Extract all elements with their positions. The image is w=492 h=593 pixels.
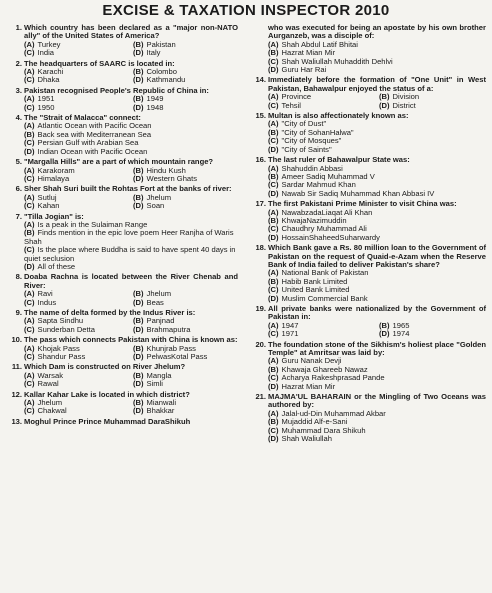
option-text: Turkey: [37, 39, 61, 49]
option-text: Shandur Pass: [37, 352, 86, 362]
answer-option: [133, 353, 238, 361]
options-list: [268, 209, 486, 243]
options-list: [268, 41, 486, 75]
options-list: [24, 221, 238, 271]
question-text: The name of delta formed by the Indus River is:: [24, 308, 196, 317]
option-label: (B): [133, 343, 144, 353]
options-list: [24, 41, 238, 58]
options-list: [24, 122, 238, 156]
options-list: [24, 194, 238, 211]
option-label: (C): [24, 201, 35, 211]
options-list: [268, 410, 486, 444]
question-number: 20.: [255, 339, 266, 349]
option-label: (C): [268, 100, 279, 110]
option-text: Persian Gulf with Arabian Sea: [37, 138, 139, 148]
option-label: (B): [268, 276, 279, 286]
option-text: Chakwal: [37, 406, 67, 416]
left-column: [6, 24, 238, 428]
option-label: (C): [24, 297, 35, 307]
answer-option: [268, 234, 486, 242]
question-item: [250, 200, 486, 242]
option-label: (B): [379, 320, 390, 330]
option-text: Indus: [37, 297, 57, 307]
option-text: Guru Nanak Devji: [281, 356, 342, 366]
option-label: (B): [24, 228, 35, 238]
option-label: (A): [24, 370, 35, 380]
option-text: 1949: [146, 94, 164, 104]
question-number: 12.: [11, 389, 22, 399]
option-label: (D): [133, 406, 144, 416]
answer-option: [268, 102, 375, 110]
question-text: The pass which connects Pakistan with China is known as:: [24, 335, 238, 345]
option-text: PelwasKotal Pass: [146, 352, 208, 362]
question-item: [6, 391, 238, 416]
option-label: (A): [268, 39, 279, 49]
answer-option: [24, 299, 129, 307]
option-text: Mujaddid Alf-e-Sani: [281, 417, 348, 427]
question-item: [6, 24, 238, 58]
option-label: (C): [24, 173, 35, 183]
option-label: (A): [268, 356, 279, 366]
options-list: [24, 372, 238, 389]
option-text: Kathmandu: [146, 75, 186, 85]
option-text: Back sea with Mediterranean Sea: [37, 129, 152, 139]
option-label: (A): [268, 119, 279, 129]
option-text: Rawal: [37, 379, 59, 389]
option-text: Sutluj: [37, 192, 57, 202]
answer-option: [24, 353, 129, 361]
answer-option: [268, 146, 486, 154]
option-text: Hazrat Mian Mir: [281, 381, 336, 391]
option-label: (A): [24, 94, 35, 104]
question-number: 5.: [15, 157, 22, 167]
answer-option: [379, 330, 486, 338]
question-number: 19.: [255, 304, 266, 313]
question-number: 15.: [255, 111, 266, 121]
option-text: Nawab Sir Sadiq Muhammad Khan Abbasi IV: [281, 188, 435, 198]
option-text: Brahmaputra: [146, 324, 191, 334]
option-text: Soan: [146, 201, 165, 211]
option-label: (A): [268, 163, 279, 173]
option-text: Sardar Mahmud Khan: [281, 180, 356, 190]
option-text: Simli: [146, 379, 163, 389]
option-label: (A): [24, 316, 35, 326]
answer-option: [24, 246, 238, 263]
option-text: Chaudhry Muhammad Ali: [281, 224, 367, 234]
question-text: The foundation stone of the Sikhism's holiest place "Golden Temple" at Amritsar was laid by:: [268, 339, 486, 358]
option-text: Mianwali: [146, 398, 177, 408]
option-label: (C): [24, 379, 35, 389]
option-label: (C): [24, 352, 35, 362]
option-label: (B): [268, 215, 279, 225]
question-text: Which Dam is constructed on River Jhelum?: [24, 362, 186, 372]
answer-option: [268, 295, 486, 303]
answer-option: [24, 148, 238, 156]
options-list: [24, 167, 238, 184]
option-text: Shah Abdul Latif Bhitai: [281, 39, 358, 49]
option-label: (B): [133, 370, 144, 380]
option-label: (C): [268, 136, 279, 146]
option-text: 1951: [37, 94, 55, 104]
option-text: HossainShaheedSuharwardy: [281, 232, 380, 242]
option-text: Province: [281, 92, 312, 102]
option-text: Panjnad: [146, 316, 175, 326]
answer-option: [268, 383, 486, 391]
option-text: District: [392, 100, 416, 110]
option-text: Sunderban Detta: [37, 324, 95, 334]
question-item: [6, 114, 238, 156]
option-text: Habib Bank Limited: [281, 276, 348, 286]
option-label: (C): [24, 48, 35, 58]
option-text: Western Ghats: [146, 173, 198, 183]
question-text: Which Bank gave a Rs. 80 million loan to the Government of Pakistan on the request of Quaid-e-Azam when the Reserve Bank of India failed to deliver Pakistan's share?: [268, 243, 486, 269]
option-label: (A): [24, 289, 35, 299]
option-text: Karakoram: [37, 165, 75, 175]
option-label: (B): [133, 316, 144, 326]
answer-option: [24, 175, 129, 183]
question-number: 7.: [15, 211, 22, 221]
option-label: (D): [24, 146, 35, 156]
answer-option: [133, 326, 238, 334]
option-label: (B): [268, 364, 279, 374]
question-number: 1.: [15, 23, 22, 32]
question-text: Which country has been declared as a "major non-NATO ally" of the United States of America?: [24, 23, 238, 41]
option-label: (D): [133, 352, 144, 362]
question-item: [6, 185, 238, 210]
option-text: Jhelum: [146, 192, 172, 202]
option-label: (D): [268, 144, 279, 154]
option-text: Acharya Rakeshprasad Pande: [281, 373, 385, 383]
question-text: MAJMA'UL BAHARAIN or the Mingling of Two Oceans was authored by:: [268, 392, 486, 410]
option-label: (C): [268, 285, 279, 295]
question-number: 2.: [15, 58, 22, 68]
question-text: Multan is also affectionately known as:: [268, 111, 409, 121]
option-text: 1965: [392, 320, 410, 330]
option-label: (B): [133, 94, 144, 104]
answer-option: [133, 299, 238, 307]
question-item: [6, 87, 238, 112]
option-label: (D): [379, 100, 390, 110]
option-text: United Bank Limited: [281, 285, 350, 295]
answer-option: [133, 76, 238, 84]
answer-option: [268, 66, 486, 74]
option-text: 1948: [146, 102, 164, 112]
option-label: (D): [133, 201, 144, 211]
option-label: (B): [268, 171, 279, 181]
option-label: (D): [24, 261, 35, 271]
options-list: [24, 345, 238, 362]
option-label: (C): [24, 324, 35, 334]
question-number: 18.: [255, 243, 266, 253]
option-text: Bhakkar: [146, 406, 175, 416]
question-item: [250, 112, 486, 154]
option-text: "City of Mosques": [281, 136, 342, 146]
option-text: Dhaka: [37, 75, 60, 85]
answer-option: [133, 175, 238, 183]
question-item: [6, 336, 238, 361]
option-label: (B): [133, 67, 144, 77]
options-list: [24, 95, 238, 112]
option-label: (B): [268, 48, 279, 58]
option-label: (B): [133, 39, 144, 49]
option-label: (B): [133, 192, 144, 202]
option-label: (A): [24, 343, 35, 353]
option-label: (C): [24, 245, 35, 255]
option-text: NawabzadaLiaqat Ali Khan: [281, 207, 373, 217]
options-list: [24, 68, 238, 85]
option-label: (A): [268, 268, 279, 278]
option-text: Shah Waliullah: [281, 434, 332, 444]
option-text: Shah Waliullah Muhaddith Dehlvi: [281, 56, 393, 66]
option-text: Tehsil: [281, 100, 301, 110]
option-label: (C): [268, 329, 279, 339]
answer-option: [268, 330, 375, 338]
answer-option: [24, 104, 129, 112]
question-item: [6, 309, 238, 334]
option-label: (D): [133, 297, 144, 307]
question-number: 6.: [15, 184, 22, 194]
options-list: [268, 269, 486, 303]
options-list: [24, 290, 238, 307]
question-item: [6, 158, 238, 183]
option-text: India: [37, 48, 55, 58]
question-number: 8.: [15, 272, 22, 282]
option-text: KhwajaNazimuddin: [281, 215, 347, 225]
option-text: Jhelum: [146, 289, 172, 299]
option-text: 1971: [281, 329, 299, 339]
option-text: Italy: [146, 48, 161, 58]
option-text: Khawaja Ghareeb Nawaz: [281, 364, 368, 374]
question-item: [6, 60, 238, 85]
question-text: Pakistan recognised People's Republic of China in:: [24, 85, 209, 95]
option-label: (C): [24, 138, 35, 148]
option-label: (C): [268, 180, 279, 190]
option-text: Pakistan: [146, 39, 176, 49]
answer-option: [268, 190, 486, 198]
option-text: Muhammad Dara Shikuh: [281, 425, 366, 435]
option-label: (D): [133, 48, 144, 58]
option-text: Jhelum: [37, 398, 63, 408]
option-label: (B): [133, 165, 144, 175]
option-text: Mangla: [146, 370, 172, 380]
answer-option: [133, 380, 238, 388]
question-item: [250, 341, 486, 391]
option-text: Is a peak in the Sulaiman Range: [37, 219, 148, 229]
option-text: Beas: [146, 297, 164, 307]
option-label: (D): [379, 329, 390, 339]
question-number: 11.: [11, 362, 22, 372]
question-text: "Margalla Hills" are a part of which mountain range?: [24, 157, 214, 167]
option-label: (A): [268, 207, 279, 217]
option-text: Kahan: [37, 201, 60, 211]
option-text: Atlantic Ocean with Pacific Ocean: [37, 121, 152, 131]
options-list: [268, 165, 486, 199]
question-number: 10.: [11, 335, 22, 345]
question-number: 13.: [11, 416, 22, 426]
question-item: [250, 156, 486, 198]
question-number: 9.: [15, 308, 22, 317]
question-text: Doaba Rachna is located between the River Chenab and River:: [24, 272, 238, 290]
option-label: (A): [24, 219, 35, 229]
question-number: 21.: [255, 392, 266, 402]
option-text: Division: [392, 92, 420, 102]
options-list: [268, 120, 486, 154]
option-label: (D): [268, 188, 279, 198]
options-list: [24, 399, 238, 416]
option-text: Ravi: [37, 289, 53, 299]
option-label: (D): [133, 173, 144, 183]
option-text: Karachi: [37, 67, 64, 77]
option-text: "City of SohanHalwa": [281, 127, 354, 137]
option-text: Muslim Commercial Bank: [281, 293, 368, 303]
question-number: 3.: [15, 85, 22, 95]
right-column: [250, 24, 486, 446]
option-label: (C): [268, 56, 279, 66]
option-text: Warsak: [37, 370, 64, 380]
page-title: EXCISE & TAXATION INSPECTOR 2010: [102, 2, 390, 19]
question-item: [6, 418, 238, 426]
question-item: [6, 273, 238, 307]
option-text: National Bank of Pakistan: [281, 268, 369, 278]
option-text: Guru Har Rai: [281, 65, 327, 75]
question-text: Moghul Prince Prince Muhammad DaraShikuh: [24, 416, 191, 426]
option-text: Himalaya: [37, 173, 70, 183]
answer-option: [133, 49, 238, 57]
option-label: (B): [133, 289, 144, 299]
option-text: 1974: [392, 329, 410, 339]
answer-option: [24, 326, 129, 334]
options-list: [268, 93, 486, 110]
option-label: (C): [268, 224, 279, 234]
question-item: [250, 76, 486, 110]
option-label: (B): [268, 127, 279, 137]
option-text: "City of Dust": [281, 119, 327, 129]
option-label: (B): [133, 398, 144, 408]
question-item: [6, 363, 238, 388]
question-item: [250, 393, 486, 443]
question-number: 4.: [15, 113, 22, 123]
option-label: (A): [24, 67, 35, 77]
question-text: The "Strait of Malacca" connect:: [24, 113, 141, 123]
option-label: (C): [268, 373, 279, 383]
option-text: Finds mention in the epic love poem Heer Ranjha of Waris Shah: [24, 228, 234, 246]
options-list: [268, 322, 486, 339]
option-text: Jalal-ud-Din Muhammad Akbar: [281, 408, 386, 418]
question-item: [6, 213, 238, 272]
option-text: Ameer Sadiq Muhammad V: [281, 171, 375, 181]
answer-option: [379, 102, 486, 110]
option-text: Khojak Pass: [37, 343, 80, 353]
option-label: (C): [268, 425, 279, 435]
question-number: 14.: [255, 75, 266, 85]
option-text: 1950: [37, 102, 55, 112]
option-text: "City of Saints": [281, 144, 332, 154]
question-text: who was executed for being an apostate by his own brother Aurganzeb, was a disciple of:: [268, 23, 486, 41]
option-label: (A): [24, 121, 35, 131]
option-label: (A): [24, 192, 35, 202]
question-item: [250, 305, 486, 339]
option-text: Is the place where Buddha is said to have spent 40 days in quiet seclusion: [24, 245, 236, 263]
question-text: The last ruler of Bahawalpur State was:: [268, 155, 410, 165]
question-number: 16.: [255, 155, 266, 165]
option-text: Hazrat Mian Mir: [281, 48, 336, 58]
answer-option: [24, 49, 129, 57]
answer-option: [24, 380, 129, 388]
option-label: (D): [268, 232, 279, 242]
option-label: (D): [268, 65, 279, 75]
option-label: (C): [24, 102, 35, 112]
option-text: 1947: [281, 320, 299, 330]
answer-option: [24, 229, 238, 246]
question-item: [250, 24, 486, 74]
option-text: Khunjrab Pass: [146, 343, 196, 353]
option-label: (A): [268, 92, 279, 102]
option-label: (D): [133, 379, 144, 389]
answer-option: [24, 202, 129, 210]
question-number: 17.: [255, 199, 266, 209]
question-text: The first Pakistani Prime Minister to visit China was:: [268, 199, 457, 209]
option-label: (D): [133, 324, 144, 334]
answer-option: [133, 202, 238, 210]
option-label: (B): [24, 129, 35, 139]
options-list: [24, 317, 238, 334]
option-text: Shahuddin Abbasi: [281, 163, 343, 173]
answer-option: [24, 407, 129, 415]
option-label: (C): [24, 406, 35, 416]
option-label: (A): [268, 408, 279, 418]
question-text: Kallar Kahar Lake is located in which district?: [24, 389, 190, 399]
option-text: Colombo: [146, 67, 177, 77]
option-text: Indian Ocean with Pacific Ocean: [37, 146, 148, 156]
option-label: (D): [268, 381, 279, 391]
answer-option: [24, 263, 238, 271]
question-item: [250, 244, 486, 303]
option-label: (D): [133, 75, 144, 85]
question-text: Immediately before the formation of "One Unit" in West Pakistan, Bahawalpur enjoyed the status of a:: [268, 75, 486, 93]
options-list: [268, 357, 486, 391]
option-text: Sapta Sindhu: [37, 316, 84, 326]
question-text: "Tilla Jogian" is:: [24, 211, 84, 221]
option-label: (A): [24, 39, 35, 49]
question-text: The headquarters of SAARC is located in:: [24, 58, 175, 68]
option-label: (A): [24, 165, 35, 175]
question-text: All private banks were nationalized by the Government of Pakistan in:: [268, 304, 486, 322]
option-label: (C): [24, 75, 35, 85]
option-text: Hindu Kush: [146, 165, 186, 175]
option-label: (D): [268, 293, 279, 303]
option-label: (B): [268, 417, 279, 427]
option-label: (D): [133, 102, 144, 112]
option-label: (A): [268, 320, 279, 330]
option-label: (B): [379, 92, 390, 102]
answer-option: [133, 407, 238, 415]
option-label: (A): [24, 398, 35, 408]
option-text: All of these: [37, 261, 76, 271]
option-label: (D): [268, 434, 279, 444]
question-text: Sher Shah Suri built the Rohtas Fort at the banks of river:: [24, 184, 232, 194]
answer-option: [133, 104, 238, 112]
answer-option: [268, 435, 486, 443]
answer-option: [24, 76, 129, 84]
